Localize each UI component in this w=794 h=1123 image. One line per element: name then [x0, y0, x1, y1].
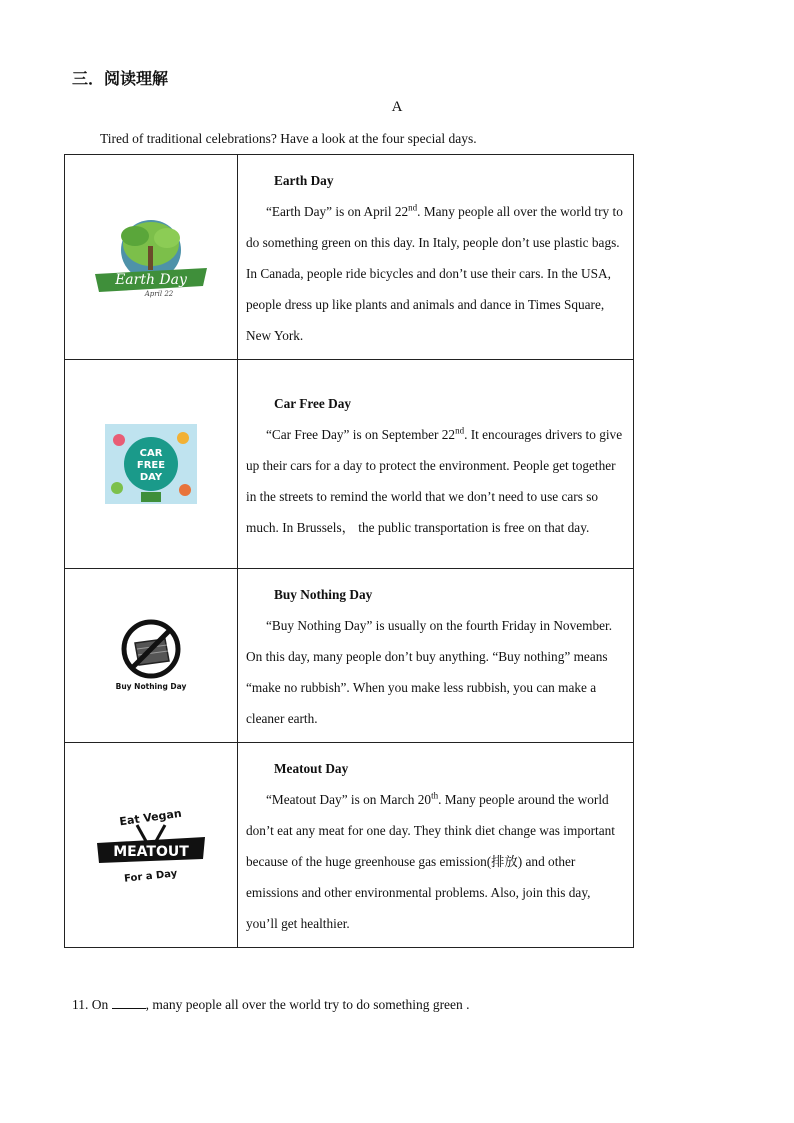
meatout-logo-icon — [93, 803, 209, 887]
svg-text:MEATOUT: MEATOUT — [113, 844, 189, 860]
day-description: “Earth Day” is on April 22nd. Many people all over the world try to do something green on this day. In Italy, people don’t use plastic bags. In Canada, people ride bicycles and don’t use their cars. In the USA, people dress up like plants and animals and dance in Times Square, New York. — [246, 202, 623, 343]
special-days-table — [64, 154, 634, 948]
svg-text:Eat Vegan: Eat Vegan — [118, 806, 183, 829]
day-title: Meatout Day — [274, 761, 349, 776]
table-row — [65, 569, 634, 743]
passage-label: A — [391, 99, 403, 115]
svg-text:Earth Day: Earth Day — [115, 272, 187, 288]
day-description: “Car Free Day” is on September 22nd. It encourages drivers to give up their cars for a day to protect the environment. People get together in the streets to remind the world that we don’t need to use cars so much. In Brussels， the public transportation is free on that day. — [246, 425, 623, 535]
answer-blank[interactable] — [112, 998, 146, 1009]
earth-day-logo-icon — [89, 216, 213, 298]
svg-text:Buy Nothing Day: Buy Nothing Day — [115, 681, 187, 691]
table-row — [65, 743, 634, 948]
svg-text:DAY: DAY — [139, 472, 163, 483]
table-row — [65, 155, 634, 360]
day-description: “Buy Nothing Day” is usually on the fourth Friday in November. On this day, many people don’t buy anything. “Buy nothing” means “make no rubbish”. When you make less rubbish, you can make a cleaner earth. — [246, 618, 613, 726]
text-cell — [238, 360, 634, 569]
text-cell — [238, 155, 634, 360]
table-row — [65, 360, 634, 569]
day-title: Car Free Day — [274, 395, 352, 411]
section-title: 三．阅读理解 — [72, 69, 169, 88]
image-cell — [65, 743, 238, 948]
image-cell — [65, 569, 238, 743]
svg-text:FREE: FREE — [136, 460, 166, 471]
buy-nothing-day-logo-icon — [105, 619, 197, 693]
question-11: 11. On , many people all over the world try to do something green . — [72, 997, 470, 1012]
svg-text:For a Day: For a Day — [123, 868, 178, 885]
day-title: Buy Nothing Day — [274, 587, 373, 602]
text-cell — [238, 569, 634, 743]
car-free-day-logo-icon — [105, 424, 197, 504]
svg-text:CAR: CAR — [139, 448, 163, 459]
day-title: Earth Day — [274, 173, 334, 188]
image-cell — [65, 360, 238, 569]
image-cell — [65, 155, 238, 360]
passage-intro: Tired of traditional celebrations? Have a look at the four special days. — [100, 131, 477, 146]
day-description: “Meatout Day” is on March 20th. Many people around the world don’t eat any meat for one day. They think diet change was important because of the huge greenhouse gas emission(排放) and other emissions and other environmental problems. Also, join this day, you’ll get healthier. — [246, 790, 616, 931]
text-cell — [238, 743, 634, 948]
svg-text:April 22: April 22 — [144, 290, 174, 298]
